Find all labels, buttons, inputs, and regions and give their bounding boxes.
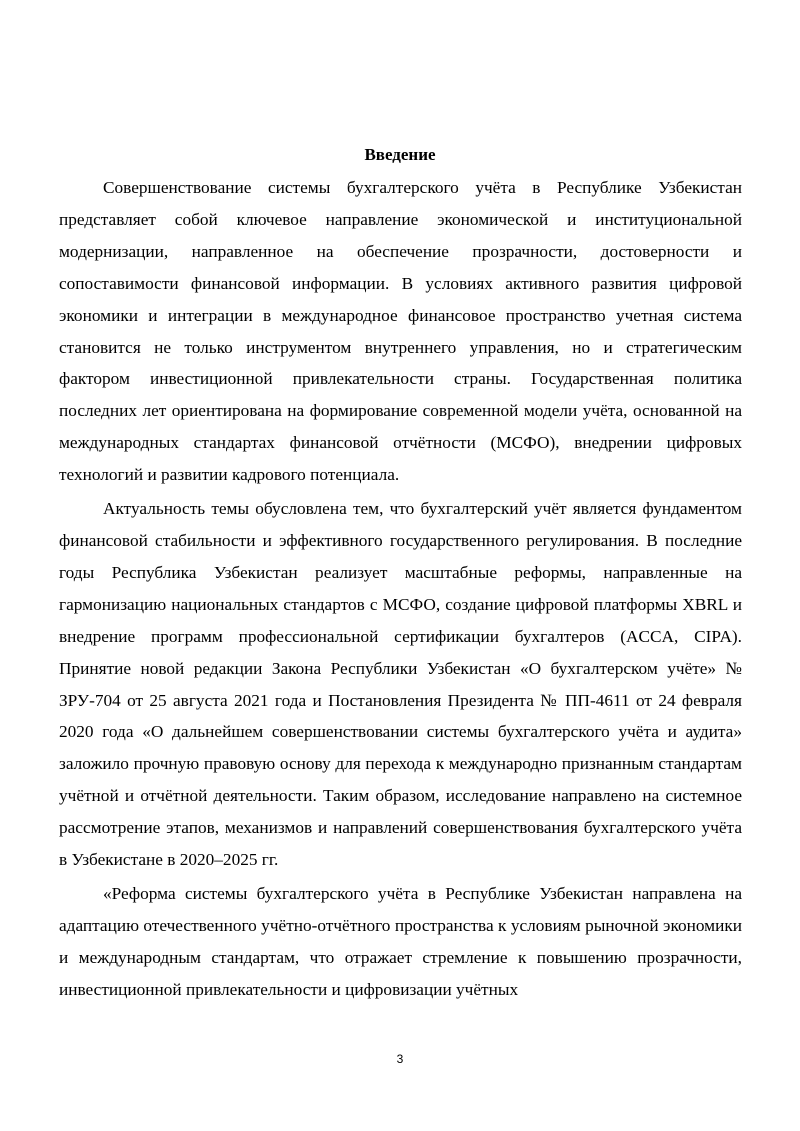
body-text bbox=[59, 172, 742, 1006]
paragraph-2: Актуальность темы обусловлена тем, что бухгалтерский учёт является фундаментом финансовой стабильности и эффективного государственного регулирования. В последние годы Республика Узбекистан реализует масштабные реформы, направленные на гармонизацию национальных стандартов с МСФО, создание цифровой платформы XBRL и внедрение программ профессиональной сертификации бухгалтеров (ACCA, CIPA). Принятие новой редакции Закона Республики Узбекистан «О бухгалтерском учёте» № ЗРУ-704 от 25 августа 2021 года и Постановления Президента № ПП-4611 от 24 февраля 2020 года «О дальнейшем совершенствовании системы бухгалтерского учёта и аудита» заложило прочную правовую основу для перехода к международно признанным стандартам учётной и отчётной деятельности. Таким образом, исследование направлено на системное рассмотрение этапов, механизмов и направлений совершенствования бухгалтерского учёта в Узбекистане в 2020–2025 гг. bbox=[59, 499, 742, 870]
section-heading: Введение bbox=[364, 145, 436, 164]
page-number: 3 bbox=[396, 1052, 404, 1066]
paragraph-3: «Реформа системы бухгалтерского учёта в Республике Узбекистан направлена на адаптацию отечественного учётно-отчётного пространства к условиям рыночной экономики и международным стандартам, что отражает стремление к повышению прозрачности, инвестиционной привлекательности и цифровизации учётных bbox=[59, 883, 742, 999]
paragraph-1: Совершенствование системы бухгалтерского учёта в Республике Узбекистан представляет собой ключевое направление экономической и институциональной модернизации, направленное на обеспечение прозрачности, достоверности и сопоставимости финансовой информации. В условиях активного развития цифровой экономики и интеграции в международное финансовое пространство учетная система становится не только инструментом внутреннего управления, но и стратегическим фактором инвестиционной привлекательности страны. Государственная политика последних лет ориентирована на формирование современной модели учёта, основанной на международных стандартах финансовой отчётности (МСФО), внедрении цифровых технологий и развитии кадрового потенциала. bbox=[59, 178, 742, 485]
